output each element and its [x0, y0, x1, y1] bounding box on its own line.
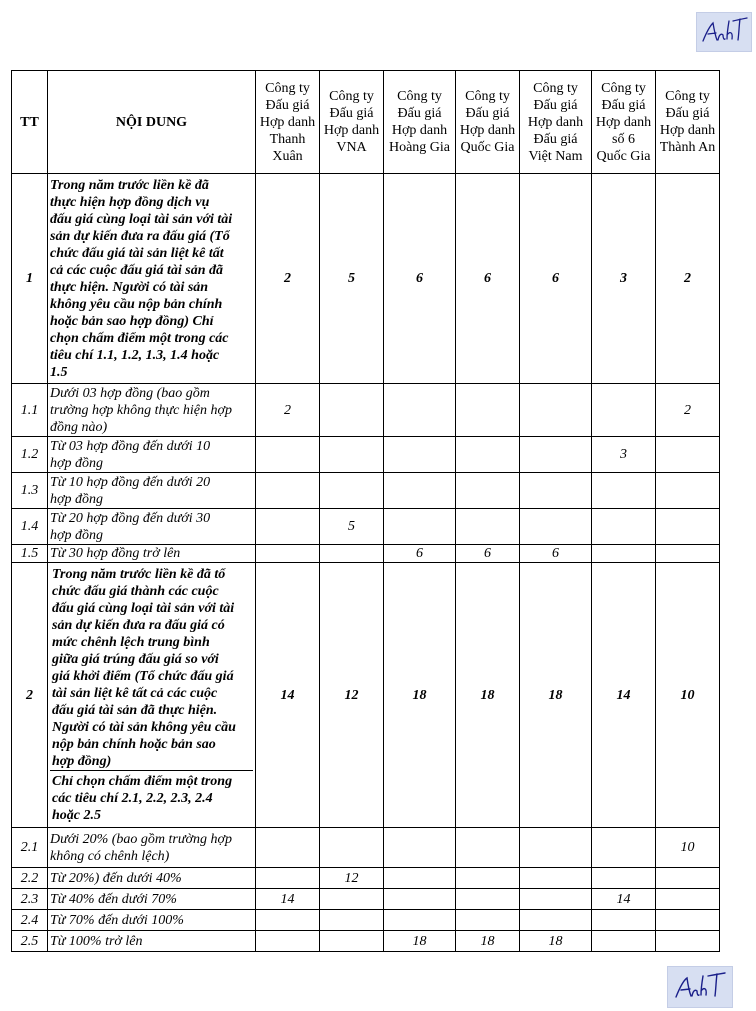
content-line: Từ 03 hợp đồng đến dưới 10	[50, 438, 211, 454]
score-cell: 14	[256, 889, 320, 910]
score-cell	[520, 828, 592, 868]
score-cell	[256, 910, 320, 931]
score-cell	[384, 384, 456, 437]
score-cell: 6	[520, 545, 592, 563]
score-cell	[656, 931, 720, 952]
content-line: đấu giá tài sản đã thực hiện.	[52, 703, 218, 718]
row-number: 1.2	[12, 437, 48, 473]
content-line: thực hiện. Người có tài sản	[50, 279, 209, 295]
score-cell: 18	[456, 931, 520, 952]
row-content	[48, 868, 256, 889]
table-row	[12, 828, 720, 868]
row-number: 2.4	[12, 910, 48, 931]
score-cell	[384, 889, 456, 910]
content-line: chức đấu giá tài sản liệt kê tất	[50, 245, 224, 261]
score-cell	[456, 509, 520, 545]
content-line: Người có tài sản không yêu cầu	[52, 720, 236, 735]
row-number: 2.3	[12, 889, 48, 910]
content-line: cả các cuộc đấu giá tài sản đã	[50, 262, 224, 278]
content-line: Từ 20%) đến dưới 40%	[50, 870, 182, 886]
table-row	[12, 931, 720, 952]
content-line: đấu giá cùng loại tài sản với tài	[52, 601, 235, 616]
score-cell	[520, 910, 592, 931]
table-body	[12, 174, 720, 952]
content-line: 1.5	[50, 364, 68, 380]
score-cell	[456, 473, 520, 509]
score-cell	[384, 910, 456, 931]
header-company: Công ty Đấu giá Hợp danh VNA	[320, 71, 384, 174]
score-cell: 2	[656, 384, 720, 437]
score-cell: 6	[456, 174, 520, 384]
row-content	[48, 889, 256, 910]
score-cell	[256, 545, 320, 563]
score-cell: 5	[320, 509, 384, 545]
content-line: thực hiện hợp đồng dịch vụ	[50, 194, 210, 210]
row-number: 1	[12, 174, 48, 384]
score-cell	[384, 868, 456, 889]
content-line: giữa giá trúng đấu giá so với	[52, 652, 219, 667]
header-company: Công ty Đấu giá Hợp danh Đấu giá Việt Nam	[520, 71, 592, 174]
table-row	[12, 889, 720, 910]
score-cell	[592, 910, 656, 931]
content-line: hợp đồng	[50, 527, 103, 543]
score-cell	[320, 931, 384, 952]
score-cell	[656, 509, 720, 545]
row-content	[48, 174, 256, 384]
score-cell: 18	[456, 563, 520, 828]
row-number: 2.2	[12, 868, 48, 889]
score-cell	[520, 437, 592, 473]
table-row	[12, 509, 720, 545]
score-cell	[256, 509, 320, 545]
evaluation-table	[11, 70, 720, 952]
score-cell	[384, 828, 456, 868]
score-cell	[456, 889, 520, 910]
content-line: Từ 20 hợp đồng đến dưới 30	[50, 510, 211, 526]
content-line: hợp đồng)	[52, 754, 112, 769]
header-row	[12, 71, 720, 174]
score-cell: 6	[520, 174, 592, 384]
score-cell	[320, 473, 384, 509]
row-number: 1.4	[12, 509, 48, 545]
score-cell: 3	[592, 174, 656, 384]
score-cell	[592, 931, 656, 952]
content-line: Trong năm trước liền kề đã tổ	[52, 567, 226, 582]
content-line: đấu giá cùng loại tài sản với tài	[50, 211, 233, 227]
content-line: Dưới 03 hợp đồng (bao gồm	[50, 385, 210, 401]
score-cell: 18	[384, 931, 456, 952]
header-company: Công ty Đấu giá Hợp danh số 6 Quốc Gia	[592, 71, 656, 174]
row-number: 2	[12, 563, 48, 828]
content-line: Dưới 20% (bao gồm trường hợp	[50, 831, 232, 847]
content-line: mức chênh lệch trung bình	[52, 635, 210, 650]
score-cell	[656, 889, 720, 910]
score-cell: 14	[592, 889, 656, 910]
content-line: đồng nào)	[50, 419, 108, 435]
content-line: tài sản liệt kê tất cả các cuộc	[52, 686, 218, 701]
score-cell	[592, 473, 656, 509]
table-row	[12, 910, 720, 931]
score-cell	[656, 910, 720, 931]
row-number: 2.5	[12, 931, 48, 952]
content-line: Chỉ chọn chấm điểm một trong	[52, 774, 233, 789]
score-cell	[320, 889, 384, 910]
score-cell	[256, 931, 320, 952]
score-cell: 18	[520, 931, 592, 952]
row-content	[48, 473, 256, 509]
content-line: trường hợp không thực hiện hợp	[50, 402, 232, 418]
content-line: Từ 70% đến dưới 100%	[50, 912, 184, 928]
score-cell	[520, 868, 592, 889]
header-content: NỘI DUNG	[48, 71, 256, 174]
content-line: các tiêu chí 2.1, 2.2, 2.3, 2.4	[52, 791, 213, 806]
score-cell	[592, 545, 656, 563]
signature-stamp-bottom	[667, 966, 733, 1008]
table-row	[12, 384, 720, 437]
score-cell: 14	[256, 563, 320, 828]
signature-stamp-top	[696, 12, 752, 52]
score-cell: 12	[320, 563, 384, 828]
score-cell: 6	[384, 545, 456, 563]
score-cell: 3	[592, 437, 656, 473]
content-line: hoặc 2.5	[52, 808, 101, 823]
score-cell	[456, 828, 520, 868]
content-line: tiêu chí 1.1, 1.2, 1.3, 1.4 hoặc	[50, 347, 220, 363]
score-cell: 5	[320, 174, 384, 384]
table-row	[12, 545, 720, 563]
score-cell	[384, 437, 456, 473]
score-cell	[320, 910, 384, 931]
content-line: Từ 40% đến dưới 70%	[50, 891, 177, 907]
score-cell: 10	[656, 563, 720, 828]
score-cell	[520, 384, 592, 437]
row-content	[48, 931, 256, 952]
score-cell: 12	[320, 868, 384, 889]
score-cell	[456, 868, 520, 889]
score-cell	[456, 910, 520, 931]
content-line: sản dự kiến đưa ra đấu giá có	[52, 618, 225, 633]
score-cell	[320, 828, 384, 868]
row-content	[48, 910, 256, 931]
row-content	[48, 828, 256, 868]
content-line: chọn chấm điểm một trong các	[50, 330, 229, 346]
row-number: 1.5	[12, 545, 48, 563]
content-line: giá khởi điểm (Tổ chức đấu giá	[52, 669, 234, 684]
score-cell	[256, 828, 320, 868]
score-cell	[320, 545, 384, 563]
score-cell: 14	[592, 563, 656, 828]
score-cell	[320, 437, 384, 473]
score-cell	[656, 868, 720, 889]
content-line: Từ 100% trở lên	[50, 933, 143, 949]
score-cell: 6	[456, 545, 520, 563]
table-row	[12, 437, 720, 473]
content-line: không có chênh lệch)	[50, 848, 170, 864]
score-cell	[256, 868, 320, 889]
content-line: chức đấu giá thành các cuộc	[52, 584, 219, 599]
score-cell	[656, 545, 720, 563]
score-cell	[656, 473, 720, 509]
header-company: Công ty Đấu giá Hợp danh Hoàng Gia	[384, 71, 456, 174]
content-line: Từ 30 hợp đồng trở lên	[50, 546, 181, 561]
header-company: Công ty Đấu giá Hợp danh Quốc Gia	[456, 71, 520, 174]
content-line: Trong năm trước liền kề đã	[50, 177, 209, 193]
score-cell	[384, 473, 456, 509]
score-cell	[592, 509, 656, 545]
row-number: 2.1	[12, 828, 48, 868]
row-content	[48, 563, 256, 828]
score-cell: 6	[384, 174, 456, 384]
header-company: Công ty Đấu giá Hợp danh Thanh Xuân	[256, 71, 320, 174]
score-cell	[592, 384, 656, 437]
score-cell	[592, 828, 656, 868]
content-line: hợp đồng	[50, 491, 103, 507]
score-cell	[520, 889, 592, 910]
score-cell	[456, 437, 520, 473]
table-row	[12, 868, 720, 889]
score-cell	[384, 509, 456, 545]
table-row	[12, 563, 720, 828]
content-line: không yêu cầu nộp bản chính	[50, 296, 223, 312]
content-line: hợp đồng	[50, 455, 103, 471]
header-tt: TT	[12, 71, 48, 174]
row-number: 1.1	[12, 384, 48, 437]
row-content	[48, 384, 256, 437]
score-cell: 18	[520, 563, 592, 828]
table-row	[12, 174, 720, 384]
score-cell: 2	[256, 174, 320, 384]
row-content	[48, 545, 256, 563]
content-line: sản dự kiến đưa ra đấu giá (Tổ	[50, 228, 230, 244]
score-cell: 2	[656, 174, 720, 384]
row-content	[48, 437, 256, 473]
row-number: 1.3	[12, 473, 48, 509]
score-cell: 18	[384, 563, 456, 828]
header-company: Công ty Đấu giá Hợp danh Thành An	[656, 71, 720, 174]
score-cell	[320, 384, 384, 437]
score-cell	[520, 509, 592, 545]
score-cell	[256, 473, 320, 509]
score-cell	[456, 384, 520, 437]
score-cell: 2	[256, 384, 320, 437]
score-cell	[520, 473, 592, 509]
score-cell	[592, 868, 656, 889]
content-line: nộp bản chính hoặc bản sao	[52, 737, 216, 752]
row-content	[48, 509, 256, 545]
score-cell	[656, 437, 720, 473]
content-line: hoặc bản sao hợp đồng) Chỉ	[50, 313, 214, 329]
table-row	[12, 473, 720, 509]
score-cell: 10	[656, 828, 720, 868]
content-line: Từ 10 hợp đồng đến dưới 20	[50, 474, 211, 490]
score-cell	[256, 437, 320, 473]
